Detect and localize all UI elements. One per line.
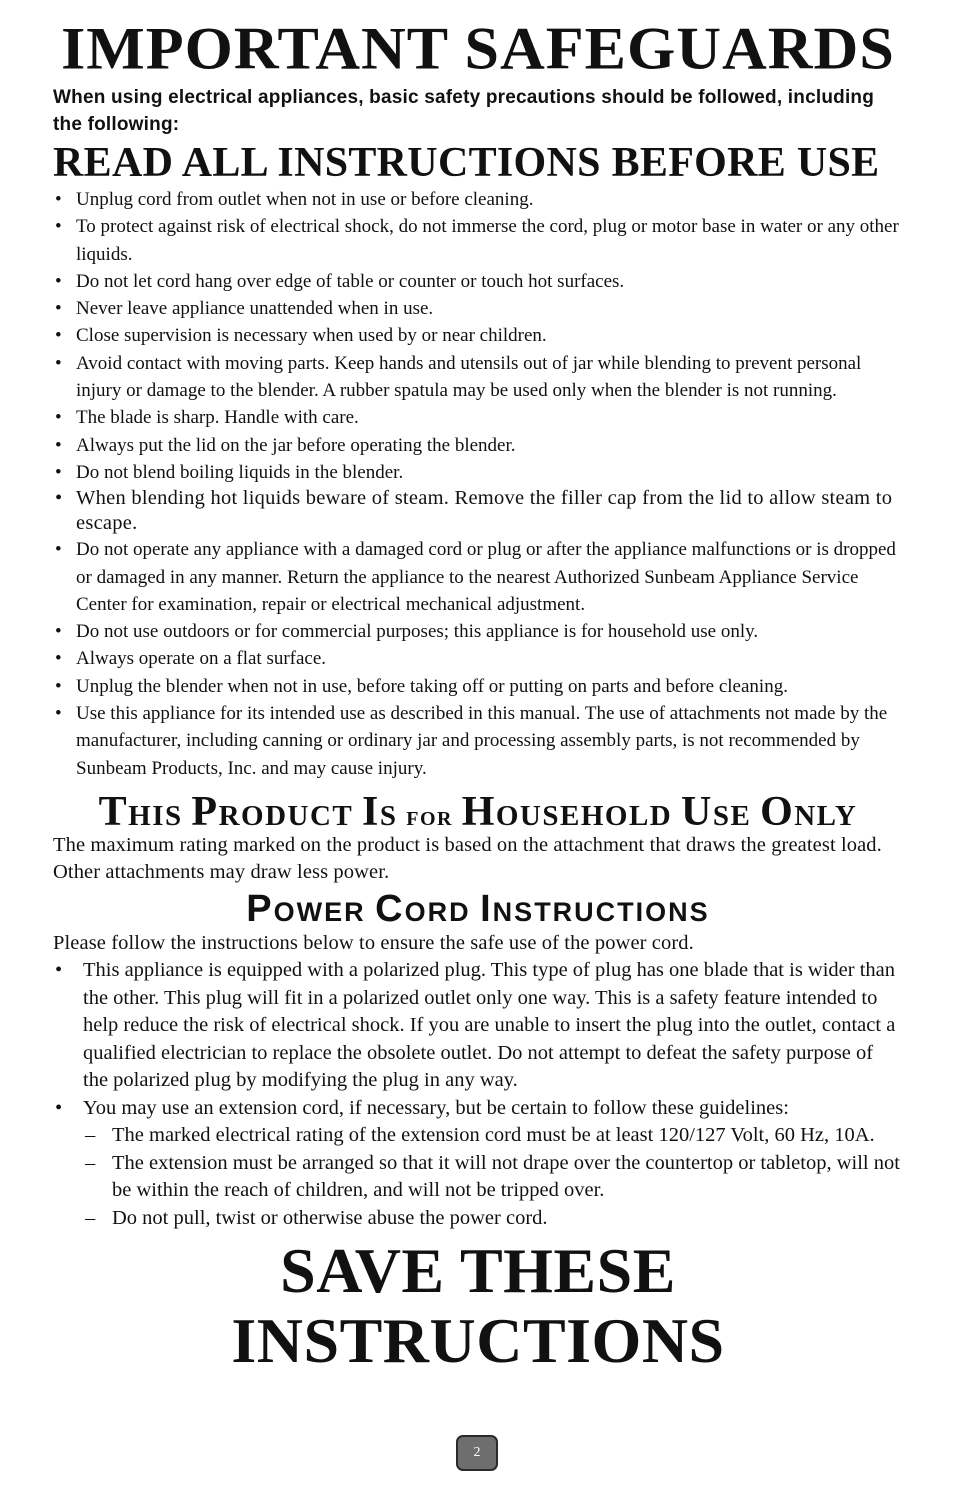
- guideline-item: – The marked electrical rating of the extension cord must be at least 120/127 Volt, 60 Hz, 10A.: [83, 1122, 903, 1150]
- guideline-item: – Do not pull, twist or otherwise abuse the power cord.: [83, 1205, 903, 1233]
- list-item: • When blending hot liquids beware of steam. Remove the filler cap from the lid to allow steam to escape.: [53, 486, 903, 536]
- heading-word: This: [98, 788, 183, 835]
- list-item: • Unplug cord from outlet when not in use or before cleaning.: [53, 186, 903, 213]
- list-item: • This appliance is equipped with a polarized plug. This type of plug has one blade that is wider than the other. This plug will fit in a polarized outlet only one way. This is a safety feature intended to help reduce the risk of electrical shock. If you are unable to insert the plug into the outlet, contact a qualified electrician to replace the obsolete outlet. Do not attempt to defeat the safety purpose of the polarized plug by modifying the plug in any way.: [53, 957, 903, 1095]
- manual-page: [53, 15, 903, 1377]
- power-cord-intro: Please follow the instructions below to ensure the safe use of the power cord.: [53, 931, 694, 954]
- household-heading: [53, 788, 903, 835]
- intro-text: When using electrical appliances, basic safety precautions should be followed, including the following:: [53, 87, 875, 135]
- heading-word: Use: [681, 788, 752, 835]
- list-item: • Never leave appliance unattended when in use.: [53, 295, 903, 322]
- guidelines-list: [83, 1122, 903, 1232]
- list-item-text: You may use an extension cord, if necessary, but be certain to follow these guidelines:: [83, 1096, 789, 1119]
- list-item: • Avoid contact with moving parts. Keep hands and utensils out of jar while blending to prevent personal injury or damage to the blender. A rubber spatula may be used only when the blender is not running.: [53, 350, 903, 405]
- list-item: • The blade is sharp. Handle with care.: [53, 404, 903, 431]
- page-number-badge: 2: [456, 1435, 498, 1471]
- list-item: • Do not operate any appliance with a damaged cord or plug or after the appliance malfunctions or is dropped or damaged in any manner. Return the appliance to the nearest Authorized Sunbeam Appliance Service Center for examination, repair or electrical mechanical adjustment.: [53, 536, 903, 618]
- heading-word: Only: [760, 788, 858, 835]
- guideline-item: – The extension must be arranged so that it will not drape over the countertop or tabletop, will not be within the reach of children, and will not be tripped over.: [83, 1150, 903, 1205]
- list-item: • Always operate on a flat surface.: [53, 645, 903, 672]
- power-cord-heading: [53, 887, 903, 930]
- list-item: • Always put the lid on the jar before operating the blender.: [53, 432, 903, 459]
- heading-word: Is: [362, 788, 398, 835]
- heading-word: Power: [246, 887, 366, 930]
- read-all-heading: READ ALL INSTRUCTIONS BEFORE USE: [53, 140, 880, 186]
- list-item: • To protect against risk of electrical shock, do not immerse the cord, plug or motor base in water or any other liquids.: [53, 213, 903, 268]
- list-item: • Unplug the blender when not in use, before taking off or putting on parts and before cleaning.: [53, 673, 903, 700]
- household-text: The maximum rating marked on the product is based on the attachment that draws the greatest load. Other attachments may draw less power.: [53, 833, 882, 884]
- list-item: [53, 1095, 903, 1233]
- save-instructions-title: SAVE THESE INSTRUCTIONS: [231, 1235, 725, 1377]
- list-item: • Do not let cord hang over edge of table or counter or touch hot surfaces.: [53, 268, 903, 295]
- heading-word: Instructions: [480, 887, 710, 930]
- list-item: • Close supervision is necessary when used by or near children.: [53, 322, 903, 349]
- list-item: • Use this appliance for its intended use as described in this manual. The use of attachments not made by the manufacturer, including canning or ordinary jar and processing assembly parts, is not recommended by Sunbeam Products, Inc. and may cause injury.: [53, 700, 903, 782]
- heading-word: Product: [191, 788, 354, 835]
- power-cord-list: [53, 957, 903, 1232]
- heading-word: Household: [461, 788, 673, 835]
- safeguards-list: [53, 186, 903, 782]
- page-title: IMPORTANT SAFEGUARDS: [61, 15, 895, 83]
- list-item: • Do not blend boiling liquids in the blender.: [53, 459, 903, 486]
- list-item: • Do not use outdoors or for commercial purposes; this appliance is for household use only.: [53, 618, 903, 645]
- heading-word: Cord: [375, 887, 471, 930]
- heading-word: for: [406, 799, 453, 832]
